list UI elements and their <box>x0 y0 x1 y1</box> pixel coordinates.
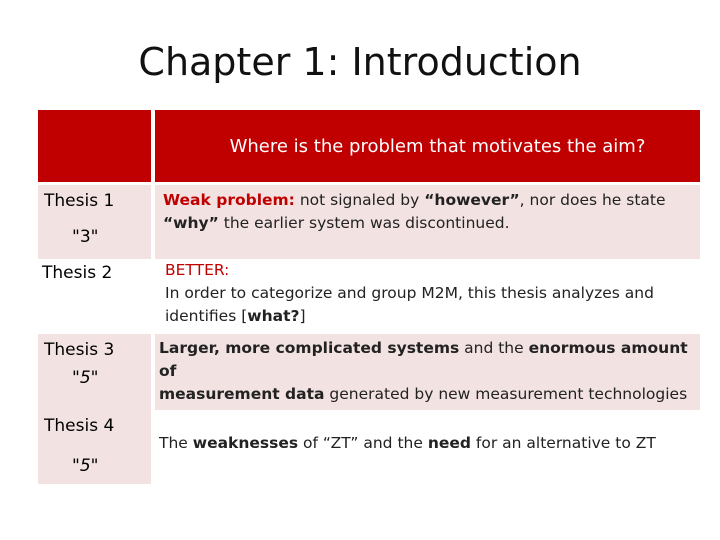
thesis-3-cell <box>38 334 151 410</box>
thesis-4-rating: "5" <box>72 456 99 476</box>
thesis-1-comment <box>155 185 700 259</box>
thesis-3-label: Thesis 3 <box>44 340 115 360</box>
thesis-2-label: Thesis 2 <box>42 263 113 283</box>
thesis-1-rating: "3" <box>72 227 99 247</box>
thesis-2-line-3: identifies [what?] <box>165 307 306 325</box>
thesis-3-rating: "5" <box>72 368 99 388</box>
thesis-4-line-1: The weaknesses of “ZT” and the need for an alternative to ZT <box>159 434 656 452</box>
thesis-2-cell <box>38 259 151 334</box>
thesis-3-comment <box>155 334 700 410</box>
table-header-corner <box>38 110 151 182</box>
thesis-1-cell <box>38 185 151 259</box>
header-question-text: Where is the problem that motivates the aim? <box>229 135 646 157</box>
slide-title: Chapter 1: Introduction <box>138 40 582 84</box>
table-header-question <box>155 110 700 182</box>
thesis-2-line-1: BETTER: <box>165 261 230 279</box>
thesis-3-line-1: Larger, more complicated systems and the enormous amount of <box>159 339 688 380</box>
thesis-1-line-2: “why” the earlier system was discontinued. <box>163 214 510 232</box>
thesis-1-line-1: Weak problem: not signaled by “however”, nor does he state <box>163 191 666 209</box>
thesis-4-comment <box>155 410 700 484</box>
thesis-2-line-2: In order to categorize and group M2M, this thesis analyzes and <box>165 284 654 302</box>
thesis-1-label: Thesis 1 <box>44 191 115 211</box>
thesis-3-line-2: measurement data generated by new measurement technologies <box>159 385 688 403</box>
thesis-4-cell <box>38 410 151 484</box>
thesis-2-comment <box>155 259 700 334</box>
thesis-4-label: Thesis 4 <box>44 416 115 436</box>
